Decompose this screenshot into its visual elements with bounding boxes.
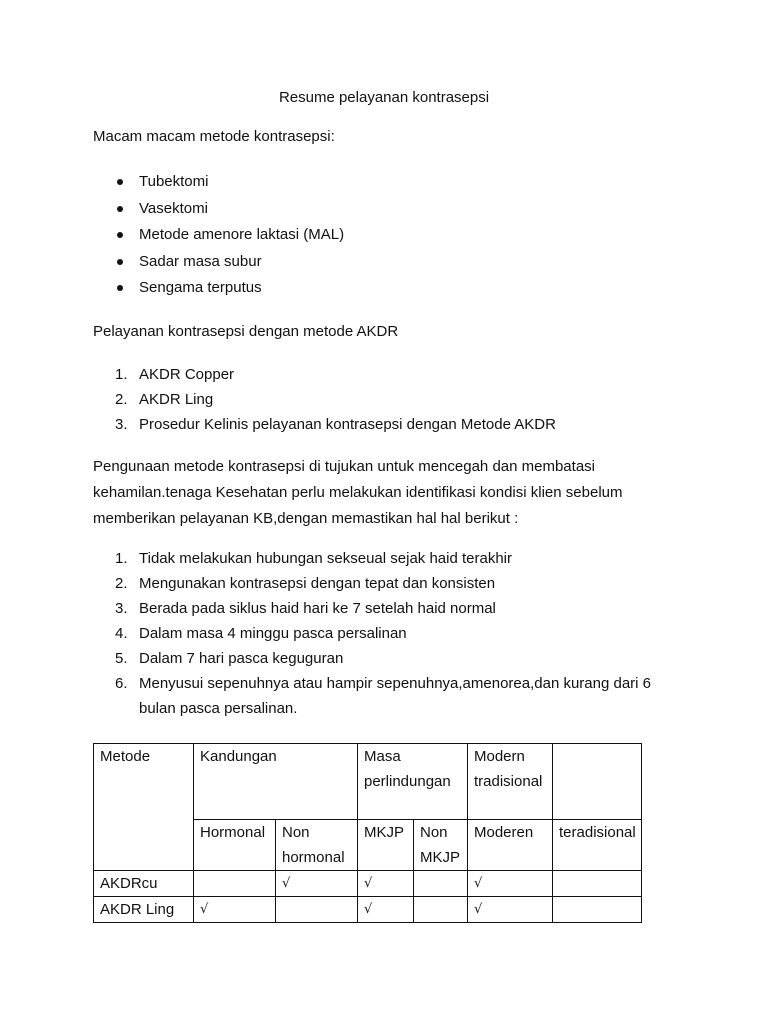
header-metode: Metode [94,744,194,871]
cell-hormonal [194,871,276,897]
document-title: Resume pelayanan kontrasepsi [278,89,490,106]
cell-teradisional [553,897,642,923]
list-item: 2. Mengunakan kontrasepsi dengan tepat dan konsisten [115,575,496,592]
row-method-name: AKDR Ling [94,897,194,923]
bullet-icon [117,259,123,265]
bullet-icon [117,206,123,212]
body-paragraph: Pengunaan metode kontrasepsi di tujukan untuk mencegah dan membatasi kehamilan.tenaga Kesehatan perlu melakukan identifikasi kondisi klien sebelum memberikan pelayanan KB,dengan memastikan hal hal berikut : [93,458,623,527]
cell-teradisional [553,871,642,897]
subheader-hormonal: Hormonal [194,820,276,871]
subheader-non-hormonal: Non hormonal [276,820,358,871]
table-row [94,897,642,923]
row-method-name: AKDRcu [94,871,194,897]
list-item: Metode amenore laktasi (MAL) [93,223,693,250]
subheader-mkjp: MKJP [358,820,414,871]
subheader-moderen: Moderen [468,820,553,871]
list-item: Sengama terputus [93,276,693,303]
list-item: Tubektomi [93,170,693,197]
requirements-numbered-list [93,546,693,721]
table-row [94,871,642,897]
method-bullet-list [93,170,693,303]
header-kandungan: Kandungan [194,744,358,820]
list-item: 3. Prosedur Kelinis pelayanan kontrasepsi dengan Metode AKDR [115,416,556,433]
akdr-numbered-list [93,362,693,437]
list-item: 1. AKDR Copper [115,366,235,383]
list-item: 2. AKDR Ling [115,391,214,408]
bullet-icon [117,232,123,238]
cell-non-hormonal [276,897,358,923]
list-item: 3. Berada pada siklus haid hari ke 7 setelah haid normal [115,600,496,617]
method-table [93,743,642,923]
section2-heading: Pelayanan kontrasepsi dengan metode AKDR [93,323,399,340]
list-item: 4. Dalam masa 4 minggu pasca persalinan [115,625,407,642]
list-item: 6. Menyusui sepenuhnya atau hampir sepenuhnya,amenorea,dan kurang dari 6 bulan pasca persalinan. [115,675,652,717]
bullet-icon [117,179,123,185]
cell-mkjp: √ [358,871,414,897]
header-empty [553,744,642,820]
list-item: Sadar masa subur [93,250,693,277]
subheader-teradisional: teradisional [553,820,642,871]
section1-heading: Macam macam metode kontrasepsi: [93,128,335,145]
cell-moderen: √ [468,871,553,897]
header-modern-tradisional: Modern tradisional [468,744,553,820]
list-item: Vasektomi [93,197,693,224]
subheader-non-mkjp: Non MKJP [414,820,468,871]
cell-hormonal: √ [194,897,276,923]
bullet-icon [117,285,123,291]
cell-moderen: √ [468,897,553,923]
list-item: 1. Tidak melakukan hubungan sekseual sejak haid terakhir [115,550,513,567]
list-item: 5. Dalam 7 hari pasca keguguran [115,650,344,667]
cell-non-hormonal: √ [276,871,358,897]
cell-non-mkjp [414,897,468,923]
cell-mkjp: √ [358,897,414,923]
cell-non-mkjp [414,871,468,897]
header-masa-perlindungan: Masa perlindungan [358,744,468,820]
